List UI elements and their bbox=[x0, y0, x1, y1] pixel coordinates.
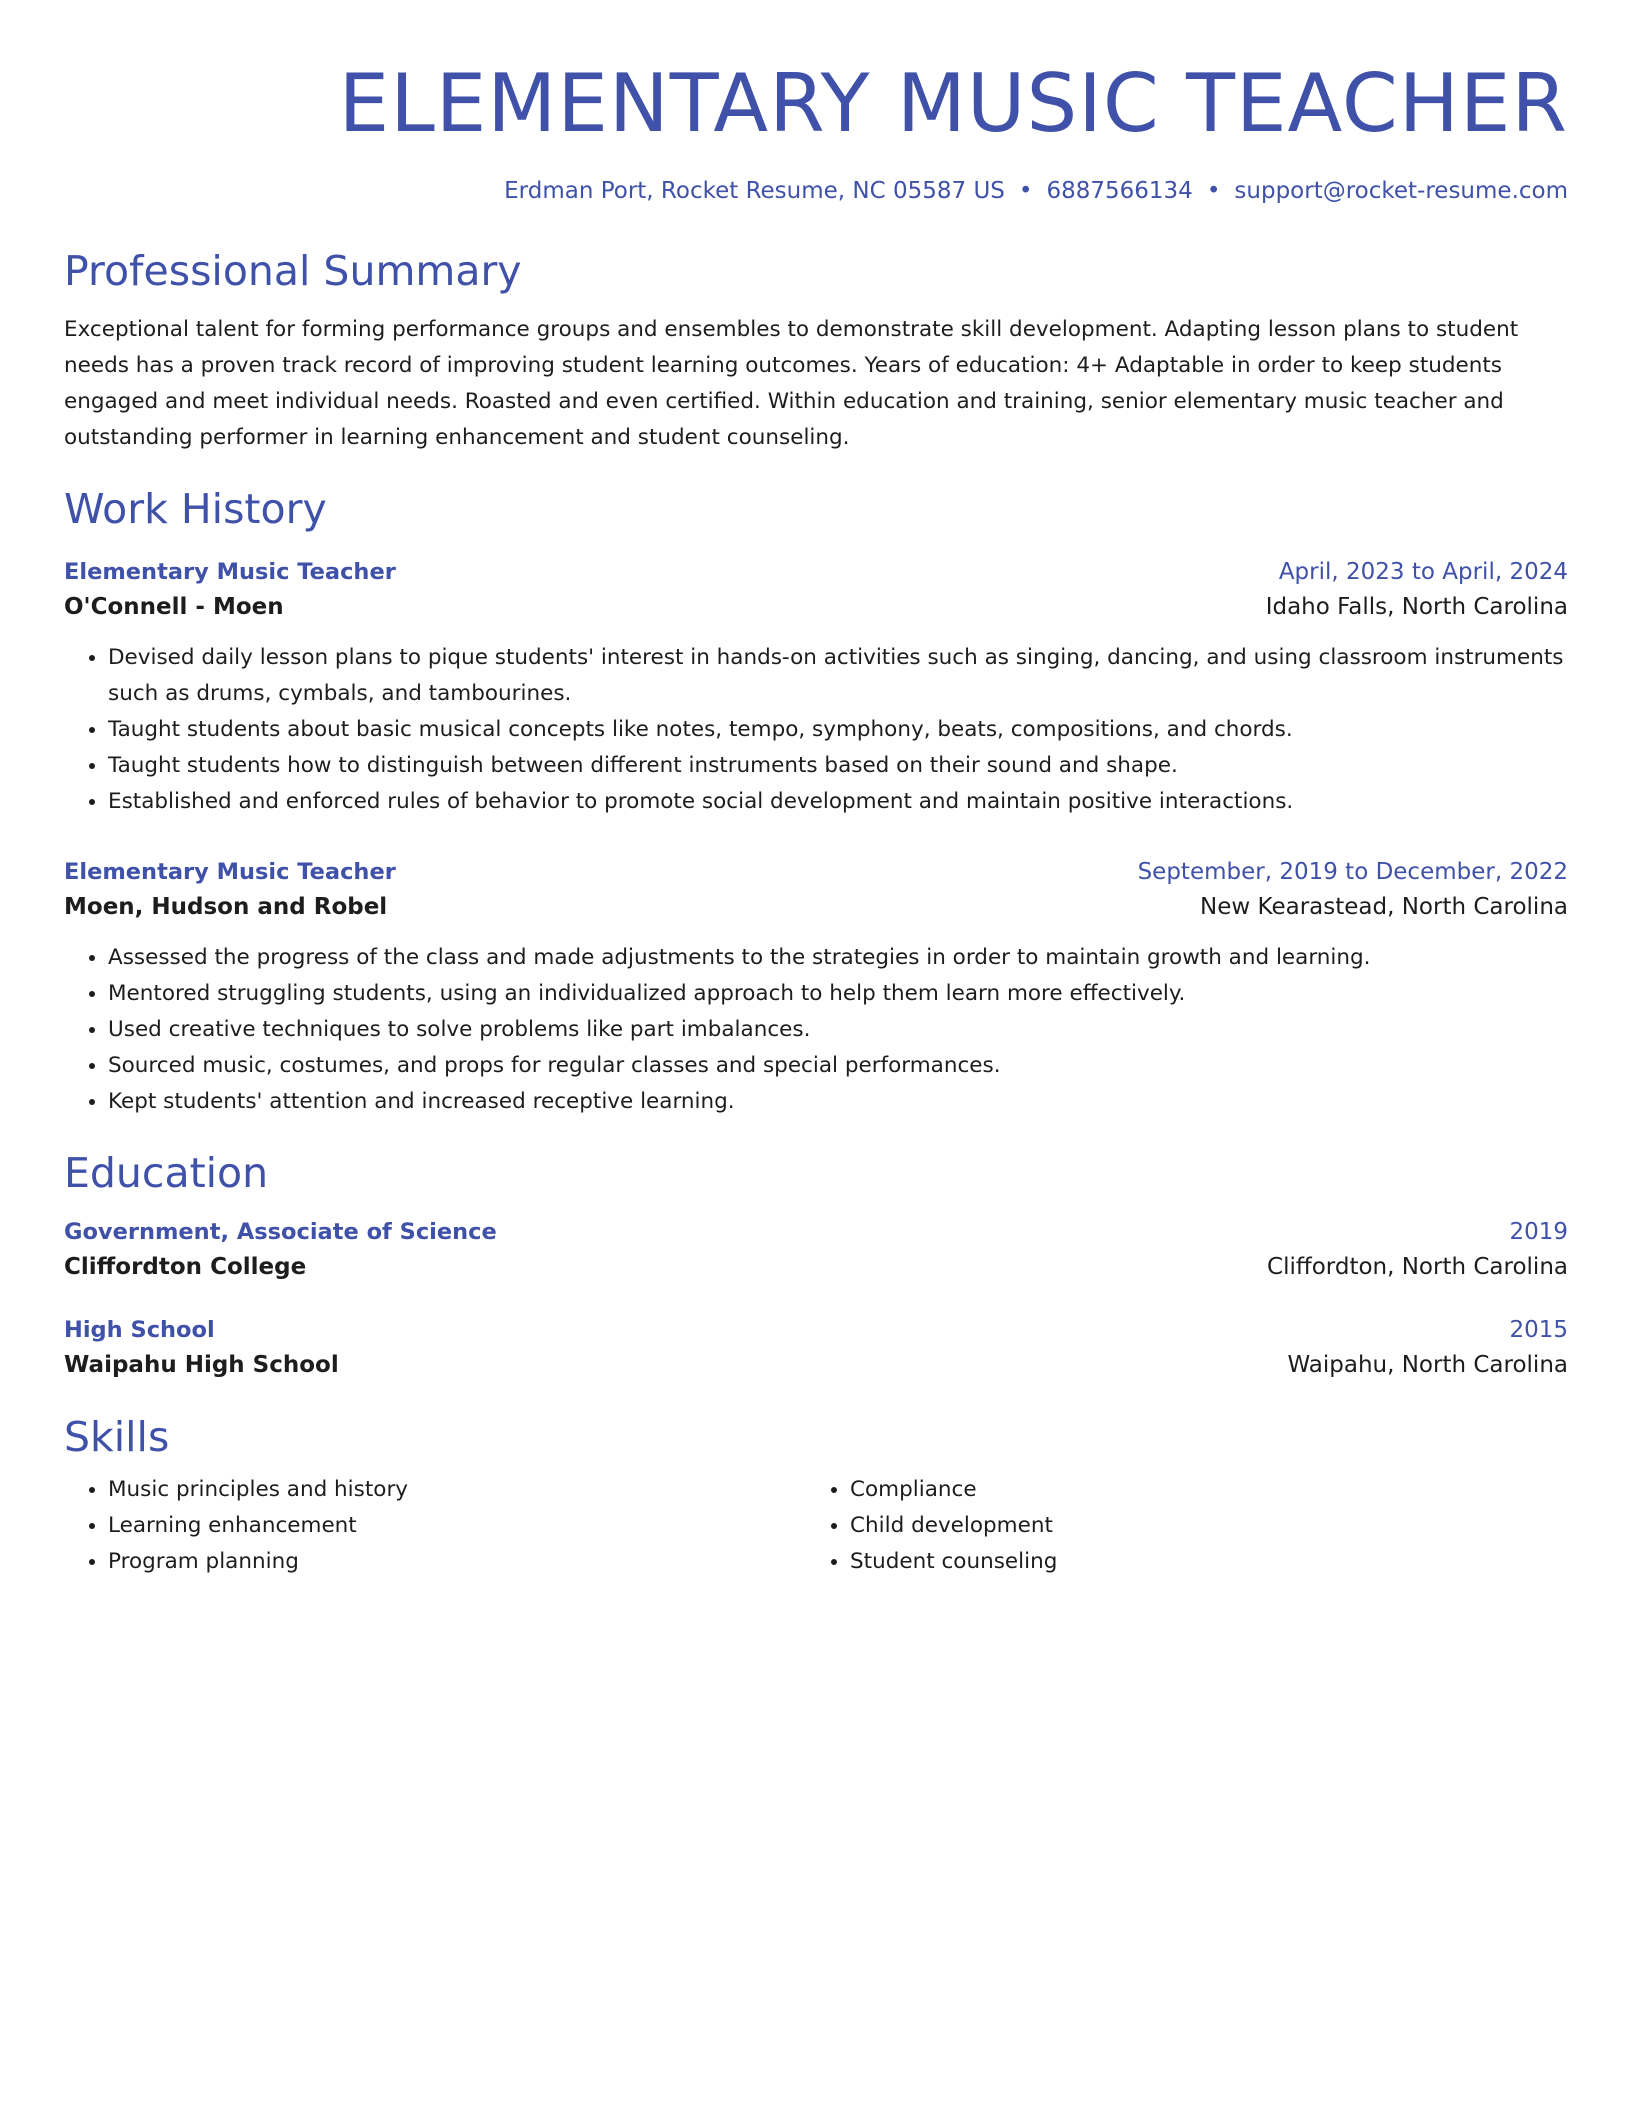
contact-separator: • bbox=[1206, 178, 1221, 204]
list-item: • Mentored struggling students, using an individualized approach to help them learn more effectively. bbox=[108, 976, 1568, 1012]
job-bullets bbox=[64, 640, 1568, 820]
skill-item: • Compliance bbox=[850, 1472, 1548, 1508]
skill-item: • Learning enhancement bbox=[108, 1508, 806, 1544]
skills-heading: Skills bbox=[64, 1413, 170, 1461]
job-entry bbox=[64, 856, 1568, 1120]
list-item: • Taught students how to distinguish between different instruments based on their sound and shape. bbox=[108, 748, 1568, 784]
contact-line bbox=[64, 176, 1568, 206]
contact-phone: 6887566134 bbox=[1046, 178, 1193, 204]
job-role: Elementary Music Teacher bbox=[64, 859, 396, 885]
skill-item: • Music principles and history bbox=[108, 1472, 806, 1508]
education-entry bbox=[64, 1216, 1568, 1286]
contact-address: Erdman Port, Rocket Resume, NC 05587 US bbox=[504, 178, 1005, 204]
job-bullets bbox=[64, 940, 1568, 1120]
skills-left-list bbox=[64, 1472, 806, 1580]
list-item: • Taught students about basic musical concepts like notes, tempo, symphony, beats, compositions, and chords. bbox=[108, 712, 1568, 748]
skills-columns bbox=[64, 1472, 1568, 1580]
list-item: • Established and enforced rules of behavior to promote social development and maintain positive interactions. bbox=[108, 784, 1568, 820]
education-degree: Government, Associate of Science bbox=[64, 1219, 497, 1245]
education-location: Cliffordton, North Carolina bbox=[1267, 1254, 1568, 1280]
resume-name-title: ELEMENTARY MUSIC TEACHER bbox=[338, 57, 1568, 150]
education-heading: Education bbox=[64, 1149, 269, 1197]
skill-item: • Child development bbox=[850, 1508, 1548, 1544]
summary-heading: Professional Summary bbox=[64, 247, 522, 295]
contact-separator: • bbox=[1018, 178, 1033, 204]
education-school: Waipahu High School bbox=[64, 1352, 339, 1378]
education-degree: High School bbox=[64, 1317, 215, 1343]
education-school: Cliffordton College bbox=[64, 1254, 307, 1280]
list-item: • Assessed the progress of the class and made adjustments to the strategies in order to maintain growth and learning. bbox=[108, 940, 1568, 976]
job-entry bbox=[64, 556, 1568, 820]
job-role: Elementary Music Teacher bbox=[64, 559, 396, 585]
job-company: Moen, Hudson and Robel bbox=[64, 894, 388, 920]
skill-item: • Program planning bbox=[108, 1544, 806, 1580]
job-location: Idaho Falls, North Carolina bbox=[1265, 594, 1568, 620]
summary-text: Exceptional talent for forming performance groups and ensembles to demonstrate skill development. Adapting lesson plans to student needs has a proven track record of improving student learning outcomes. Years of education: 4+ Adaptable in order to keep students engaged and meet individual needs. Roasted and even certified. Within education and training, senior elementary music teacher and outstanding performer in learning enhancement and student counseling. bbox=[64, 317, 1519, 450]
skills-right-list bbox=[806, 1472, 1548, 1580]
resume-page bbox=[64, 0, 1568, 1580]
list-item: • Used creative techniques to solve problems like part imbalances. bbox=[108, 1012, 1568, 1048]
job-dates: April, 2023 to April, 2024 bbox=[1278, 559, 1568, 585]
education-year: 2015 bbox=[1509, 1317, 1568, 1343]
education-year: 2019 bbox=[1509, 1219, 1568, 1245]
education-location: Waipahu, North Carolina bbox=[1287, 1352, 1568, 1378]
list-item: • Sourced music, costumes, and props for regular classes and special performances. bbox=[108, 1048, 1568, 1084]
contact-email: support@rocket-resume.com bbox=[1234, 178, 1568, 204]
job-company: O'Connell - Moen bbox=[64, 594, 284, 620]
education-entry bbox=[64, 1314, 1568, 1384]
job-location: New Kearastead, North Carolina bbox=[1200, 894, 1568, 920]
skill-item: • Student counseling bbox=[850, 1544, 1548, 1580]
list-item: • Devised daily lesson plans to pique students' interest in hands-on activities such as singing, dancing, and using classroom instruments such as drums, cymbals, and tambourines. bbox=[108, 640, 1568, 712]
work-history-heading: Work History bbox=[64, 485, 327, 533]
job-dates: September, 2019 to December, 2022 bbox=[1137, 859, 1568, 885]
list-item: • Kept students' attention and increased receptive learning. bbox=[108, 1084, 1568, 1120]
